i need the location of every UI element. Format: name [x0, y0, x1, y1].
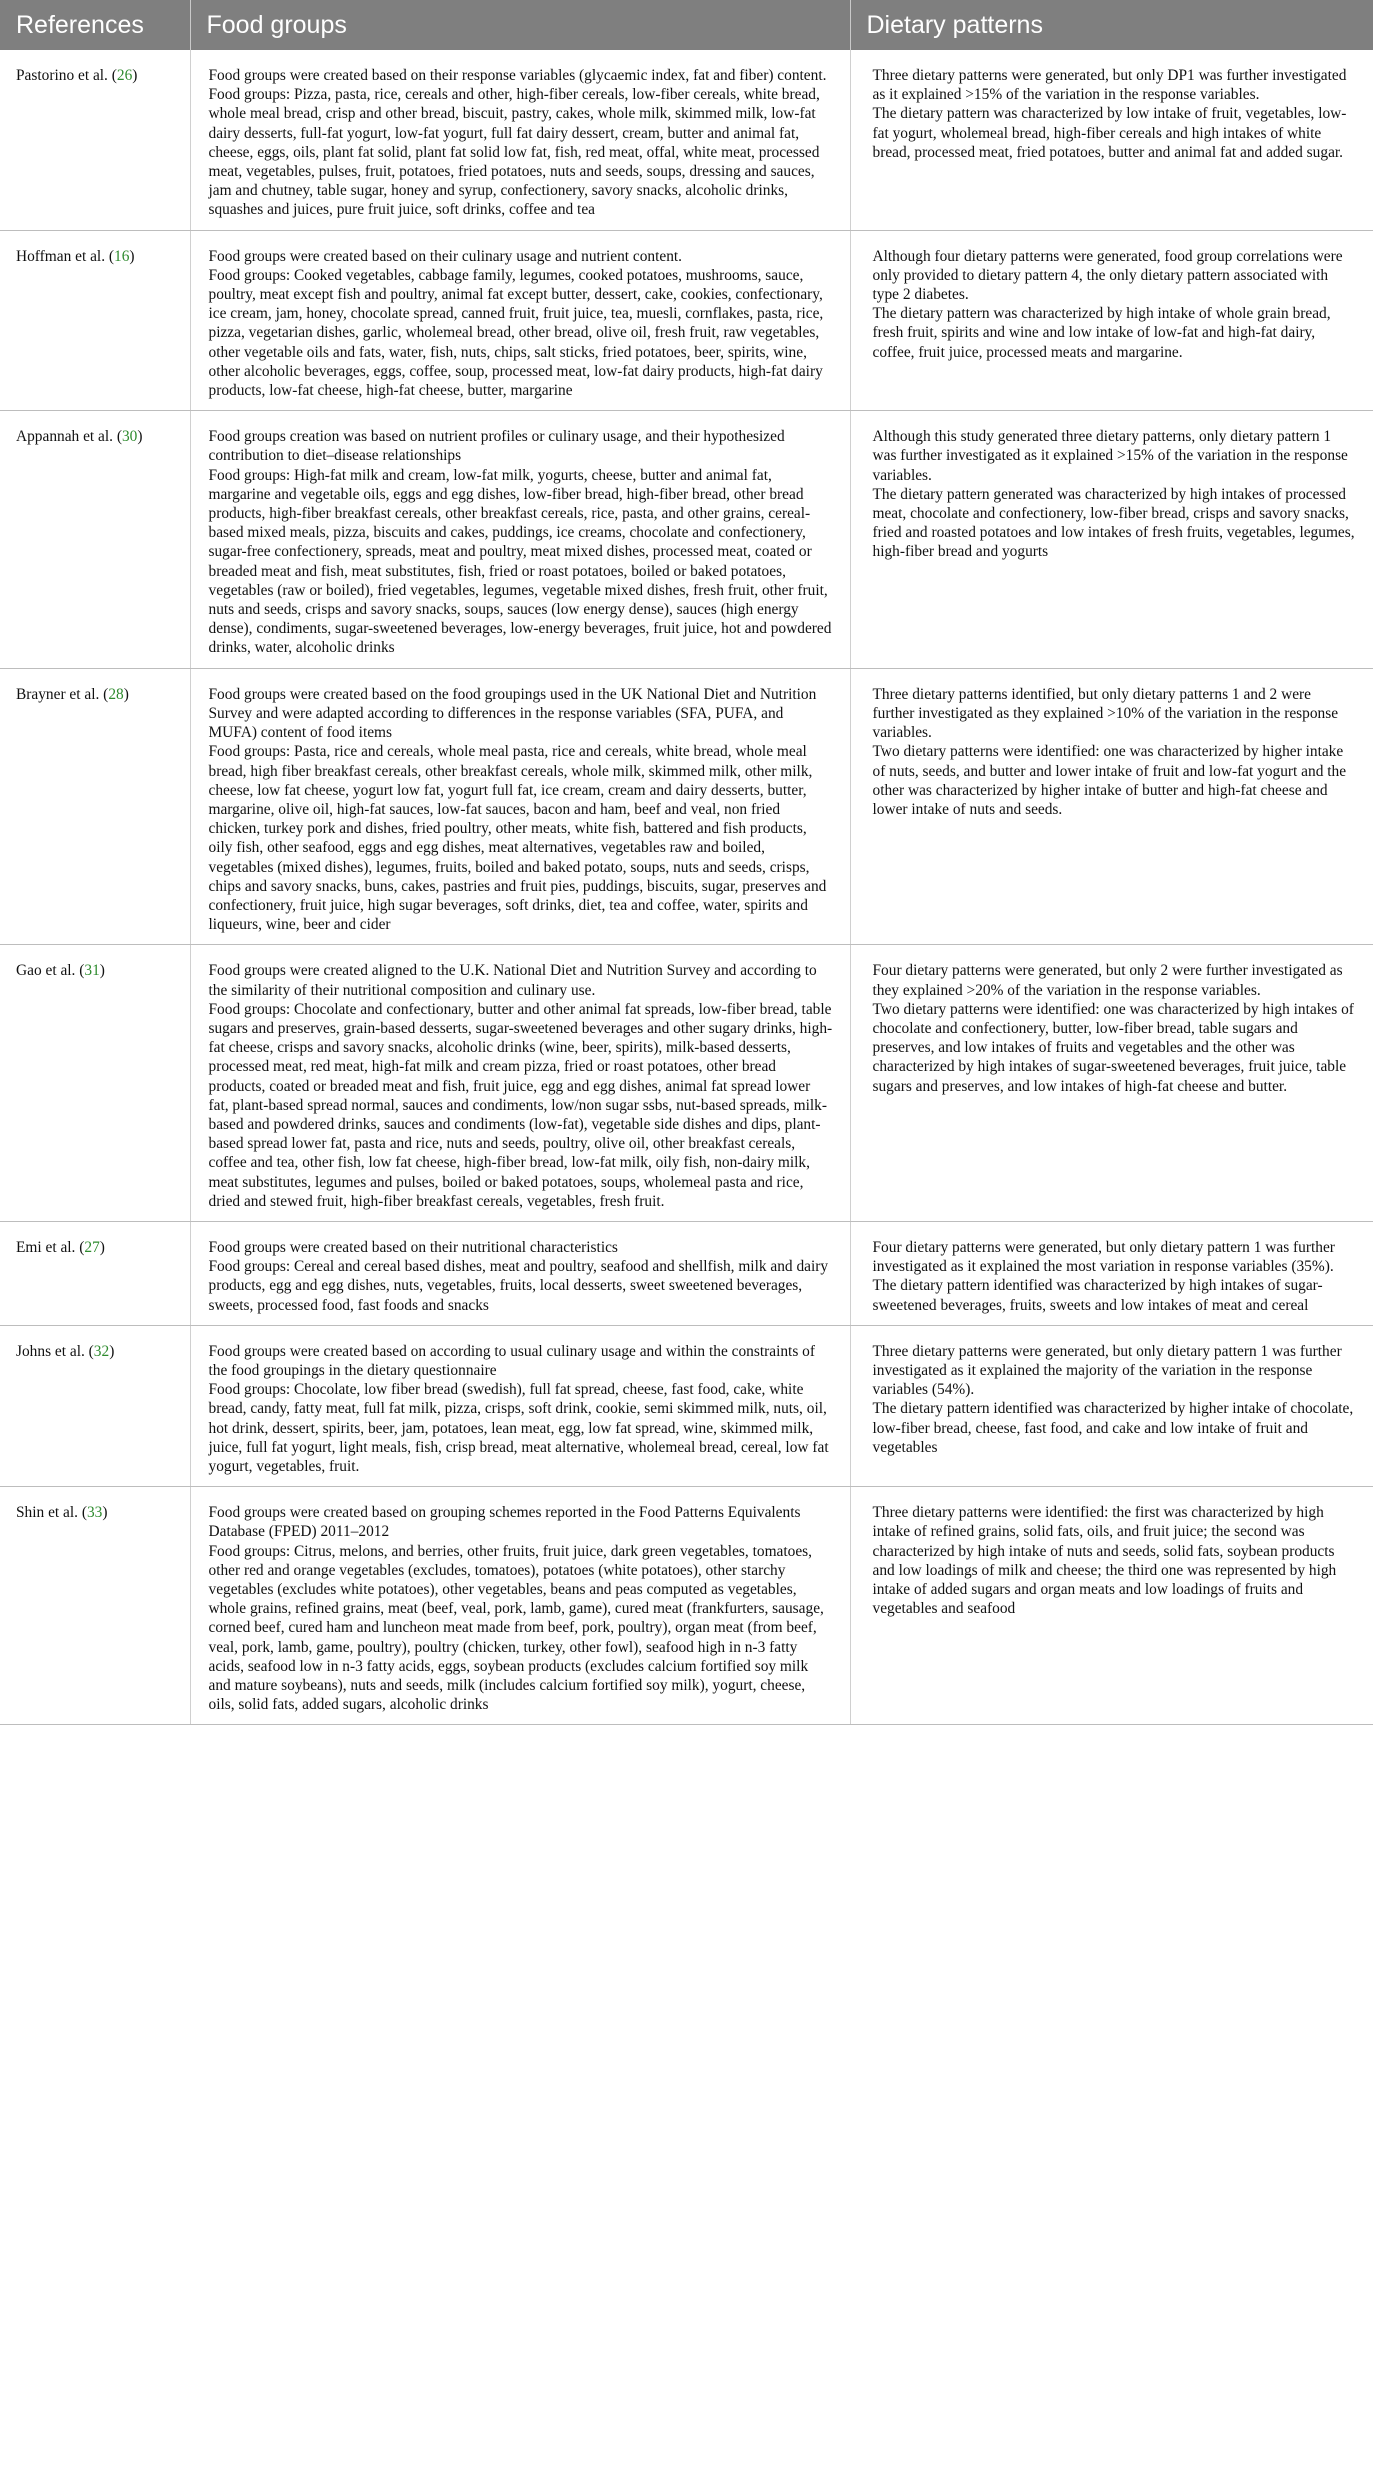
reference-author: Johns et al. ( [16, 1342, 94, 1360]
reference-author: Gao et al. ( [16, 962, 85, 980]
dietary-patterns-cell [850, 1221, 1373, 1325]
food-groups-list: Food groups: Chocolate, low fiber bread (swedish), full fat spread, cheese, fast food, cake, white bread, candy, fatty meat, full fat milk, pizza, crisps, soft drink, cookie, semi skimmed milk, nuts, oil, hot drink, dessert, spirits, beer, jam, potatoes, lean meat, egg, low fat spread, wine, skimmed milk, juice, full fat yogurt, light meals, fish, crisp bread, meat alternative, wholemeal bread, cereal, low fat yogurt, vegetables, fruit. [208, 1381, 829, 1475]
dietary-patterns-cell [850, 945, 1373, 1222]
food-groups-intro: Food groups were created based on their response variables (glycaemic index, fat and fiber) content. [208, 67, 827, 84]
dietary-pattern-description: The dietary pattern generated was characterized by high intakes of processed meat, chocolate and confectionery, low-fiber bread, crisps and savory snacks, fried and roasted potatoes and low intakes of fresh fruits, vegetables, legumes, high-fiber bread and yogurts [872, 485, 1355, 561]
citation-link[interactable]: 32 [93, 1342, 110, 1360]
dietary-pattern-description: The dietary pattern identified was characterized by higher intake of chocolate, low-fiber bread, cheese, fast food, and cake and low intake of fruit and vegetables [872, 1400, 1354, 1456]
food-groups-list: Food groups: Chocolate and confectionary, butter and other animal fat spreads, low-fiber bread, table sugars and preserves, grain-based desserts, sugar-sweetened beverages and other sugary drinks, high-fat cheese, crisps and savory snacks, alcoholic drinks (wine, beer, spirits), milk-based desserts, processed meat, red meat, high-fat milk and cream pizza, fried or roast potatoes, other bread products, coated or breaded meat and fish, fruit juice, egg and egg dishes, animal fat spread lower fat, plant-based spread normal, sauces and condiments, low/non sugar ssbs, nut-based spreads, milk-based and powdered drinks, sauces and condiments (low-fat), vegetable side dishes and dips, plant-based spread lower fat, pasta and rice, nuts and seeds, poultry, olive oil, other breakfast cereals, coffee and tea, other fish, low fat cheese, high-fiber bread, low-fat milk, oily fish, non-dairy milk, meat substitutes, legumes and pulses, boiled or baked potatoes, soups, wholemeal pasta and rice, dried and stewed fruit, high-fiber breakfast cereals, vegetables, fresh fruit. [208, 1000, 833, 1210]
dietary-patterns-cell [850, 411, 1373, 668]
dietary-pattern-summary: Although four dietary patterns were generated, food group correlations were only provided to dietary pattern 4, the only dietary pattern associated with type 2 diabetes. [872, 247, 1343, 304]
food-groups-cell [190, 668, 850, 945]
dietary-patterns-cell [850, 668, 1373, 945]
reference-close: ) [102, 1504, 108, 1522]
reference-cell [0, 50, 190, 230]
food-groups-list: Food groups: High-fat milk and cream, low-fat milk, yogurts, cheese, butter and animal fat, margarine and vegetable oils, eggs and egg dishes, low-fiber bread, high-fiber bread, other bread products, high-fiber breakfast cereals, other breakfast cereals, rice, pasta, and other grains, cereal-based mixed meals, pizza, biscuits and cakes, puddings, ice creams, chocolate and confectionery, sugar-free confectionery, spreads, meat and poultry, meat mixed dishes, processed meat, coated or breaded meat and fish, meat substitutes, fish, fried or roast potatoes, boiled or baked potatoes, vegetables (raw or boiled), fried vegetables, legumes, vegetable mixed dishes, fresh fruit, other fruit, nuts and seeds, crisps and savory snacks, soups, sauces (low energy dense), sauces (high energy dense), condiments, sugar-sweetened beverages, low-energy beverages, fruit juice, hot and powdered drinks, water, alcoholic drinks [208, 466, 832, 657]
food-groups-intro: Food groups were created based on their culinary usage and nutrient content. [208, 247, 683, 265]
reference-author: Pastorino et al. ( [16, 67, 117, 84]
citation-link[interactable]: 28 [108, 685, 124, 703]
reference-author: Hoffman et al. ( [16, 247, 115, 265]
food-groups-intro: Food groups were created based on according to usual culinary usage and within the constraints of the food groupings in the dietary questionnaire [208, 1342, 815, 1379]
food-groups-list: Food groups: Pasta, rice and cereals, whole meal pasta, rice and cereals, white bread, whole meal bread, high fiber breakfast cereals, other breakfast cereals, whole milk, skimmed milk, other milk, cheese, low fat cheese, yogurt low fat, yogurt full fat, ice cream, cream and dairy desserts, butter, margarine, olive oil, high-fat sauces, low-fat sauces, bacon and ham, beef and veal, non fried chicken, turkey pork and dishes, fried poultry, other meats, white fish, battered and fish products, oily fish, other seafood, eggs and egg dishes, meat alternatives, vegetables raw and boiled, vegetables (mixed dishes), legumes, fruits, boiled and baked potato, soups, nuts and seeds, crisps, chips and savory snacks, buns, cakes, pastries and fruit pies, puddings, biscuits, sugar, preserves and confectionery, fruit juice, high sugar beverages, soft drinks, diet, tea and coffee, water, spirits and liqueurs, wine, beer and cider [208, 743, 827, 934]
food-groups-cell [190, 411, 850, 668]
food-groups-intro: Food groups creation was based on nutrient profiles or culinary usage, and their hypothesized contribution to diet–disease relationships [208, 428, 785, 465]
dietary-pattern-description: The dietary pattern was characterized by low intake of fruit, vegetables, low-fat yogurt, wholemeal bread, high-fiber cereals and high intakes of white bread, processed meat, fried potatoes, butter and animal fat and added sugar. [872, 105, 1347, 161]
dietary-pattern-description: Two dietary patterns were identified: one was characterized by higher intake of nuts, seeds, and butter and lower intake of fruit and low-fat yogurt and the other was characterized by higher intake of butter and high-fat cheese and lower intake of nuts and seeds. [872, 743, 1347, 818]
header-references: References [0, 0, 190, 50]
dietary-patterns-cell [850, 230, 1373, 411]
food-groups-list: Food groups: Cereal and cereal based dishes, meat and poultry, seafood and shellfish, milk and dairy products, egg and egg dishes, nuts, vegetables, fruits, local desserts, sweet sweetened beverages, sweets, processed food, fast foods and snacks [208, 1258, 829, 1314]
food-groups-cell [190, 230, 850, 411]
reference-author: Appannah et al. ( [16, 428, 122, 446]
dietary-pattern-summary: Three dietary patterns identified, but only dietary patterns 1 and 2 were further investigated as they explained >10% of the variation in the response variables. [872, 685, 1339, 742]
dietary-pattern-summary: Three dietary patterns were generated, but only dietary pattern 1 was further investigated as it explained the majority of the variation in the response variables (54%). [872, 1342, 1342, 1399]
reference-cell [0, 1487, 190, 1725]
table-header [0, 0, 1373, 50]
reference-cell [0, 668, 190, 945]
reference-close: ) [99, 1238, 105, 1256]
table-row [0, 230, 1373, 411]
citation-link[interactable]: 30 [121, 428, 138, 446]
reference-close: ) [132, 67, 138, 84]
dietary-pattern-summary: Although this study generated three dietary patterns, only dietary pattern 1 was further investigated as it explained >15% of the variation in the response variables. [872, 428, 1348, 484]
table-row [0, 668, 1373, 945]
citation-link[interactable]: 27 [84, 1238, 100, 1256]
reference-cell [0, 230, 190, 411]
dietary-pattern-description: Two dietary patterns were identified: one was characterized by high intakes of chocolate and confectionery, butter, low-fiber bread, table sugars and preserves, and low intakes of fruits and vegetables and the other was characterized by high intakes of sugar-sweetened beverages, fruit juice, table sugars and preserves, and low intakes of high-fat cheese and butter. [872, 1000, 1354, 1095]
reference-author: Brayner et al. ( [16, 685, 109, 703]
dietary-pattern-summary: Three dietary patterns were generated, but only DP1 was further investigated as it explained >15% of the variation in the response variables. [872, 67, 1347, 104]
dietary-patterns-cell [850, 50, 1373, 230]
food-groups-cell [190, 1487, 850, 1725]
food-groups-cell [190, 1325, 850, 1486]
reference-close: ) [123, 685, 129, 703]
food-groups-cell [190, 50, 850, 230]
reference-close: ) [137, 428, 143, 446]
dietary-pattern-summary: Four dietary patterns were generated, but only 2 were further investigated as they explained >20% of the variation in the response variables. [872, 962, 1343, 999]
food-groups-intro: Food groups were created based on grouping schemes reported in the Food Patterns Equivalents Database (FPED) 2011–2012 [208, 1504, 801, 1541]
reference-author: Emi et al. ( [16, 1238, 85, 1256]
reference-cell [0, 1221, 190, 1325]
reference-close: ) [99, 962, 105, 980]
table-row [0, 50, 1373, 230]
header-dietary-patterns: Dietary patterns [850, 0, 1373, 50]
reference-close: ) [109, 1342, 115, 1360]
table-row [0, 411, 1373, 668]
food-groups-cell [190, 1221, 850, 1325]
dietary-pattern-summary: Four dietary patterns were generated, but only dietary pattern 1 was further investigated as it explained the most variation in response variables (35%). [872, 1238, 1335, 1276]
food-groups-cell [190, 945, 850, 1222]
food-groups-intro: Food groups were created based on the food groupings used in the UK National Diet and Nutrition Survey and were adapted according to differences in the response variables (SFA, PUFA, and MUFA) content of food items [208, 685, 817, 742]
citation-link[interactable]: 33 [86, 1504, 103, 1522]
food-groups-list: Food groups: Cooked vegetables, cabbage family, legumes, cooked potatoes, mushrooms, sauce, poultry, meat except fish and poultry, animal fat except butter, dessert, cake, cookies, confectionary, ice cream, jam, honey, chocolate spread, canned fruit, fruit juice, tea, muesli, cornflakes, pasta, rice, pizza, vegetarian dishes, garlic, wholemeal bread, other bread, olive oil, fresh fruit, raw vegetables, other vegetable oils and fats, water, fish, nuts, chips, salt sticks, fried potatoes, beer, spirits, wine, other alcoholic beverages, eggs, coffee, soup, processed meat, low-fat dairy products, high-fat dairy products, low-fat cheese, high-fat cheese, butter, margarine [208, 266, 824, 400]
table-row [0, 1487, 1373, 1725]
reference-close: ) [129, 247, 135, 265]
citation-link[interactable]: 31 [84, 962, 100, 980]
reference-cell [0, 1325, 190, 1486]
food-groups-list: Food groups: Citrus, melons, and berries, other fruits, fruit juice, dark green vegetables, tomatoes, other red and orange vegetables (excludes, tomatoes), potatoes (white potatoes), other starchy vegetables (excludes white potatoes), other vegetables, beans and peas computed as vegetables, whole grains, refined grains, meat (beef, veal, pork, lamb, game), cured meat (frankfurters, sausage, corned beef, cured ham and luncheon meat made from beef, pork, poultry), organ meat (from beef, veal, pork, lamb, game, poultry), poultry (chicken, turkey, other fowl), seafood high in n-3 fatty acids, seafood low in n-3 fatty acids, eggs, soybean products (excludes calcium fortified soy milk and mature soybeans), nuts and seeds, milk (includes calcium fortified soy milk), yogurt, cheese, oils, solid fats, added sugars, alcoholic drinks [208, 1542, 824, 1714]
dietary-patterns-cell [850, 1325, 1373, 1486]
citation-link[interactable]: 16 [114, 247, 130, 265]
table-row [0, 1325, 1373, 1486]
reference-author: Shin et al. ( [16, 1504, 87, 1522]
food-groups-intro: Food groups were created based on their nutritional characteristics [208, 1238, 618, 1256]
dietary-pattern-summary: Three dietary patterns were identified: the first was characterized by high intake of refined grains, solid fats, oils, and fruit juice; the second was characterized by high intake of nuts and seeds, solid fats, soybean products and low loadings of milk and cheese; the third one was represented by high intake of added sugars and organ meats and low loadings of fruits and vegetables and seafood [872, 1504, 1337, 1618]
citation-link[interactable]: 26 [116, 67, 133, 84]
table-row [0, 945, 1373, 1222]
table-body [0, 50, 1373, 1725]
reference-cell [0, 411, 190, 668]
table-row [0, 1221, 1373, 1325]
reference-cell [0, 945, 190, 1222]
food-groups-intro: Food groups were created aligned to the U.K. National Diet and Nutrition Survey and according to the similarity of their nutritional composition and culinary use. [208, 962, 817, 999]
food-groups-list: Food groups: Pizza, pasta, rice, cereals and other, high-fiber cereals, low-fiber cereals, white bread, whole meal bread, crisp and other bread, biscuit, pastry, cakes, whole milk, skimmed milk, low-fat dairy desserts, full-fat yogurt, low-fat yogurt, full fat dairy dessert, cream, butter and animal fat, cheese, eggs, oils, plant fat solid, plant fat solid low fat, fish, red meat, offal, white meat, processed meat, vegetables, pulses, fruit, potatoes, fried potatoes, nuts and seeds, soups, dressing and sauces, jam and chutney, table sugar, honey and syrup, confectionery, savory snacks, alcoholic drinks, squashes and juices, pure fruit juice, soft drinks, coffee and tea [208, 86, 820, 219]
dietary-pattern-description: The dietary pattern identified was characterized by high intakes of sugar-sweetened beverages, fruits, sweets and low intakes of meat and cereal [872, 1277, 1323, 1314]
header-food-groups: Food groups [190, 0, 850, 50]
dietary-patterns-cell [850, 1487, 1373, 1725]
dietary-pattern-description: The dietary pattern was characterized by high intake of whole grain bread, fresh fruit, spirits and wine and low intake of low-fat and high-fat dairy, coffee, fruit juice, processed meats and margarine. [872, 305, 1331, 361]
